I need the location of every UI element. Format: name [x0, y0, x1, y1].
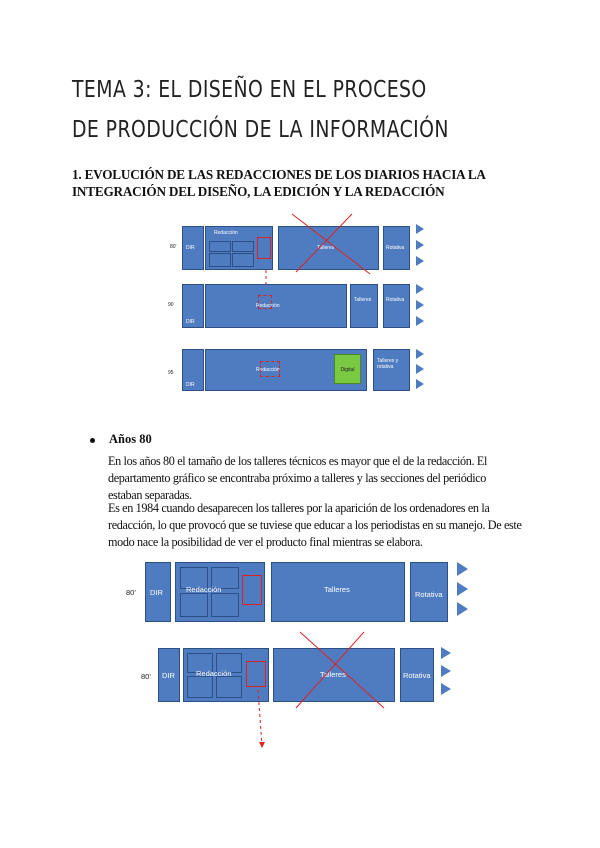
row-year-label: 80': [141, 672, 151, 681]
talleres-block: Talleres: [271, 562, 405, 622]
rotativa-block: Rotativa: [383, 226, 410, 270]
row-year-label: 90: [168, 302, 174, 308]
talleres-block: Talleres: [350, 284, 378, 328]
dir-block: DIR: [182, 226, 204, 270]
redaccion-block: Redacción: [205, 349, 367, 391]
section-heading: 1. EVOLUCIÓN DE LAS REDACCIONES DE LOS DIARIOS HACIA LA INTEGRACIÓN DEL DISEÑO, LA EDICIÓN Y LA REDACCIÓN: [72, 167, 486, 199]
rotativa-block: Rotativa: [400, 648, 434, 702]
paragraph: Es en 1984 cuando desaparecen los talleres por la aparición de los ordenadores en la redacción, lo que provocó que se tuviese que educar a los periodistas en su manejo. De este modo nace la posibilidad de ver el producto final mientras se elabora.: [108, 501, 522, 549]
talleres-block: Talleres: [278, 226, 379, 270]
digital-block: Digital: [334, 354, 361, 384]
dir-block: DIR: [158, 648, 180, 702]
rotativa-block: Rotativa: [410, 562, 448, 622]
rotativa-block: Rotativa: [383, 284, 410, 328]
talleres-block: Talleres: [273, 648, 395, 702]
redaccion-block: Redacción: [175, 562, 265, 622]
redaccion-block: Redacción: [183, 648, 269, 702]
dir-block: DIR: [182, 284, 204, 328]
dir-block: DIR: [145, 562, 171, 622]
row-year-label: 80': [126, 588, 136, 597]
dir-block: DIR: [182, 349, 204, 391]
row-year-label: 80': [170, 244, 177, 250]
redaccion-block: Redacción: [205, 226, 273, 270]
page-title: TEMA 3: EL DISEÑO EN EL PROCESO DE PRODUCCIÓN DE LA INFORMACIÓN: [72, 77, 449, 143]
paragraph: En los años 80 el tamaño de los talleres técnicos es mayor que el de la redacción. El departamento gráfico se encontraba próximo a talleres y las secciones del periódico estaban separadas.: [108, 454, 488, 502]
redaccion-block: Redacción: [205, 284, 347, 328]
row-year-label: 95: [168, 370, 174, 376]
bullet-heading: Años 80: [90, 432, 152, 447]
rotativa-block: Talleres y rotativa: [373, 349, 410, 391]
